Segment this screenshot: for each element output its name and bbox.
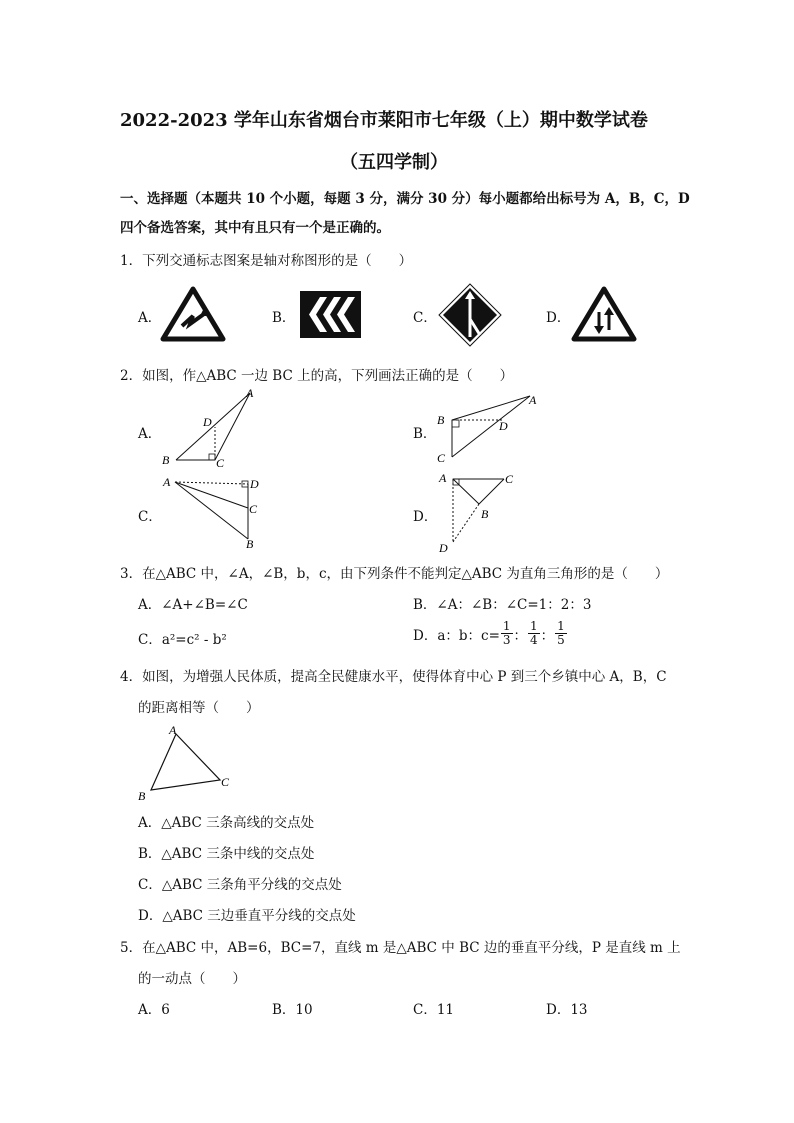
label-b: B [162, 453, 170, 467]
q2-figure-d [434, 468, 524, 556]
q4-option-c: C．△ABC 三条角平分线的交点处 [138, 877, 342, 893]
label-a: A [439, 471, 447, 485]
q2-option-b-label: B． [413, 426, 437, 442]
label-c: C [437, 451, 446, 465]
q3-option-c: C．a²=c² - b² [138, 632, 227, 648]
q2-figure-c [160, 472, 270, 552]
label-b: B [246, 537, 254, 551]
question-1: 1．下列交通标志图案是轴对称图形的是（ ） [120, 253, 413, 269]
page-subtitle: （五四学制） [340, 152, 448, 173]
label-d: D [250, 477, 259, 491]
q4-option-a: A．△ABC 三条高线的交点处 [138, 815, 315, 831]
sign-a-zigzag-triangle-icon [160, 286, 226, 342]
fraction-one-fifth: $\frac{1}{5}$ [557, 619, 565, 647]
q3-option-d-prefix: D．a：b：c= [413, 627, 500, 644]
fraction-one-third: $\frac{1}{3}$ [502, 619, 511, 647]
q5-option-c: C．11 [413, 1002, 455, 1018]
label-d: D [203, 415, 212, 429]
q1-option-d-label: D． [546, 310, 571, 326]
q3-option-d [413, 620, 568, 647]
label-c: C [216, 456, 225, 470]
ratio-separator: ： [513, 627, 528, 644]
q3-option-b: B．∠A：∠B：∠C=1：2：3 [413, 597, 592, 613]
question-3: 3．在△ABC 中，∠A，∠B，b，c，由下列条件不能判定△ABC 为直角三角形的是（ ） [120, 566, 669, 582]
q2-figure-a [160, 383, 260, 471]
q2-option-a-label: A． [138, 426, 162, 442]
question-4-line2: 的距离相等（ ） [138, 700, 260, 716]
label-d: D [499, 419, 508, 433]
q2-option-d-label: D． [413, 509, 438, 525]
label-b: B [437, 413, 445, 427]
question-5-line2: 的一动点（ ） [138, 971, 246, 987]
q2-option-c-label: C． [138, 509, 162, 525]
q5-option-b: B．10 [272, 1002, 313, 1018]
label-c: C [249, 502, 258, 516]
q4-option-d: D．△ABC 三边垂直平分线的交点处 [138, 908, 356, 924]
page-title: 2022-2023 学年山东省烟台市莱阳市七年级（上）期中数学试卷 [120, 110, 648, 131]
label-a: A [246, 386, 254, 400]
question-5-line1: 5．在△ABC 中，AB=6，BC=7，直线 m 是△ABC 中 BC 边的垂直平分线，P 是直线 m 上 [120, 940, 681, 956]
sign-d-two-way-traffic-icon [571, 286, 637, 342]
section-heading-line2: 四个备选答案，其中有且只有一个是正确的。 [120, 220, 390, 236]
label-a: A [163, 475, 171, 489]
label-c: C [221, 775, 230, 789]
ratio-separator: ： [540, 627, 555, 644]
label-b: B [481, 507, 489, 521]
q2-figure-b [434, 387, 544, 467]
q1-option-c-label: C． [413, 310, 437, 326]
label-a: A [529, 393, 537, 407]
label-b: B [138, 789, 146, 803]
label-c: C [505, 472, 514, 486]
label-a: A [169, 723, 177, 737]
label-d: D [439, 541, 448, 555]
q4-option-b: B．△ABC 三条中线的交点处 [138, 846, 315, 862]
q3-option-a: A．∠A+∠B=∠C [138, 597, 248, 613]
section-heading-line1: 一、选择题（本题共 10 个小题，每题 3 分，满分 30 分）每小题都给出标号为 A，B，C，D [120, 191, 690, 207]
question-4-line1: 4．如图，为增强人民体质，提高全民健康水平，使得体育中心 P 到三个乡镇中心 A，B，C [120, 669, 667, 685]
sign-b-chevron-icon [300, 291, 361, 338]
sign-c-merge-diamond-icon [438, 283, 502, 347]
question-2: 2．如图，作△ABC 一边 BC 上的高，下列画法正确的是（ ） [120, 368, 514, 384]
q1-option-b-label: B． [272, 310, 296, 326]
q5-option-d: D．13 [546, 1002, 588, 1018]
q1-option-a-label: A． [138, 310, 162, 326]
q5-option-a: A．6 [138, 1002, 170, 1018]
q4-triangle-figure [132, 720, 242, 804]
fraction-one-fourth: $\frac{1}{4}$ [530, 619, 538, 647]
